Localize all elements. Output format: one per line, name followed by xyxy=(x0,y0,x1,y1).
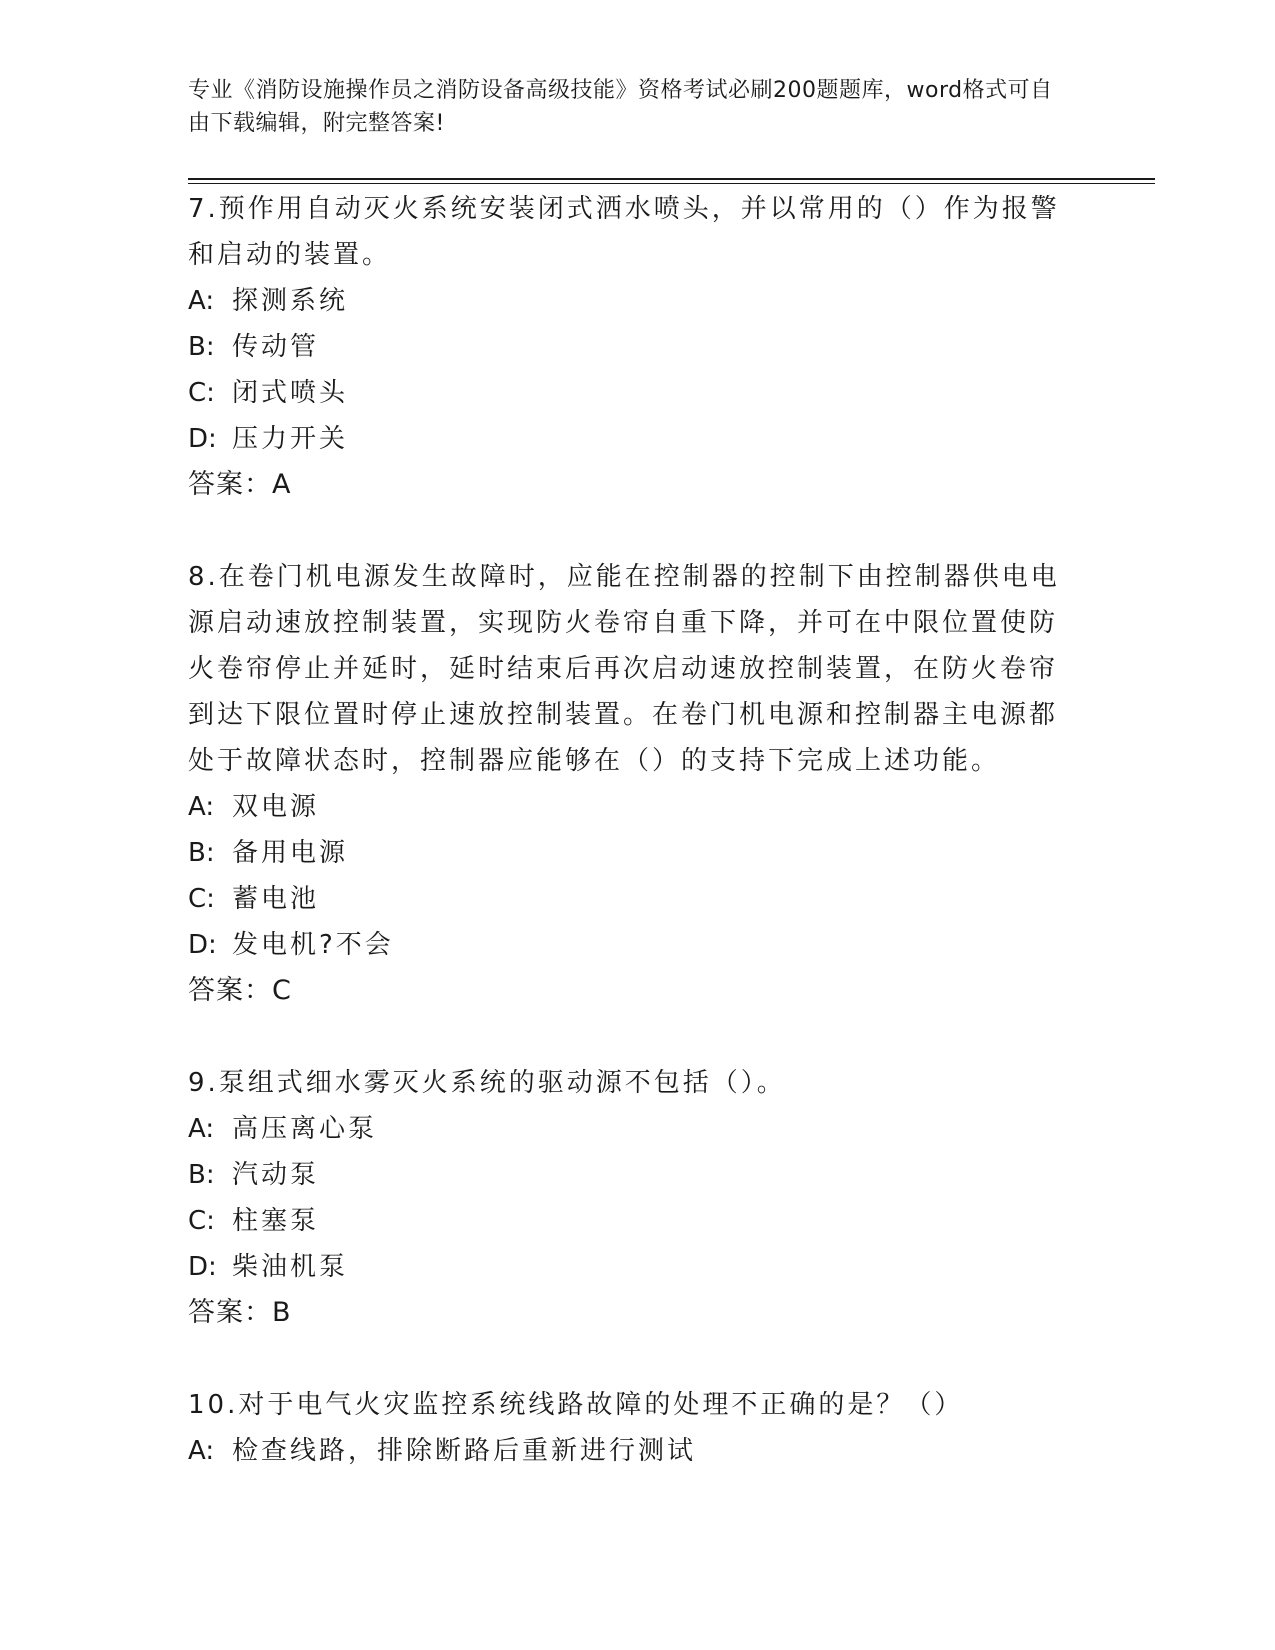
answer-label: 答案： xyxy=(188,469,272,500)
answer-value: C xyxy=(272,975,292,1006)
option-d xyxy=(188,922,1068,968)
option-letter: B: xyxy=(188,332,215,362)
option-d xyxy=(188,1244,1068,1290)
header-divider-thin xyxy=(188,183,1155,184)
option-a xyxy=(188,784,1068,830)
question-stem: 10.对于电气火灾监控系统线路故障的处理不正确的是？（） xyxy=(188,1390,964,1420)
option-text: 汽动泵 xyxy=(232,1160,320,1190)
option-letter: C: xyxy=(188,884,215,914)
option-b xyxy=(188,830,1068,876)
option-text: 备用电源 xyxy=(232,838,349,868)
question-stem: 7.预作用自动灭火系统安装闭式洒水喷头，并以常用的（）作为报警和启动的装置。 xyxy=(188,194,1060,270)
question-9 xyxy=(188,1060,1068,1336)
option-d xyxy=(188,416,1068,462)
option-letter: A: xyxy=(188,1436,215,1466)
option-letter: D: xyxy=(188,930,217,960)
option-letter: C: xyxy=(188,378,215,408)
option-c xyxy=(188,370,1068,416)
answer-value: A xyxy=(272,469,292,500)
header-divider-thick xyxy=(188,178,1155,180)
option-b xyxy=(188,1152,1068,1198)
option-text: 传动管 xyxy=(232,332,320,362)
question-stem: 9.泵组式细水雾灭火系统的驱动源不包括（）。 xyxy=(188,1068,786,1098)
option-text: 柱塞泵 xyxy=(232,1206,320,1236)
question-10 xyxy=(188,1382,1068,1474)
option-c xyxy=(188,1198,1068,1244)
option-text: 高压离心泵 xyxy=(232,1114,378,1144)
question-7 xyxy=(188,186,1068,508)
option-text: 柴油机泵 xyxy=(232,1252,349,1282)
option-a xyxy=(188,278,1068,324)
answer-label: 答案： xyxy=(188,975,272,1006)
option-text: 闭式喷头 xyxy=(232,378,349,408)
option-letter: B: xyxy=(188,838,215,868)
answer-value: B xyxy=(272,1297,292,1328)
option-text: 双电源 xyxy=(232,792,320,822)
option-letter: B: xyxy=(188,1160,215,1190)
option-text: 蓄电池 xyxy=(232,884,320,914)
answer-line xyxy=(188,1290,1068,1336)
option-letter: A: xyxy=(188,1114,215,1144)
question-stem: 8.在卷门机电源发生故障时，应能在控制器的控制下由控制器供电电源启动速放控制装置，实现防火卷帘自重下降，并可在中限位置使防火卷帘停止并延时，延时结束后再次启动速放控制装置，在防火卷帘到达下限位置时停止速放控制装置。在卷门机电源和控制器主电源都处于故障状态时，控制器应能够在（）的支持下完成上述功能。 xyxy=(188,562,1060,776)
question-list xyxy=(188,186,1068,1520)
option-c xyxy=(188,876,1068,922)
option-text: 检查线路，排除断路后重新进行测试 xyxy=(232,1436,697,1466)
answer-line xyxy=(188,968,1068,1014)
answer-line xyxy=(188,462,1068,508)
option-b xyxy=(188,324,1068,370)
option-letter: D: xyxy=(188,424,217,454)
question-8 xyxy=(188,554,1068,1014)
option-a xyxy=(188,1106,1068,1152)
option-text: 压力开关 xyxy=(232,424,349,454)
option-a xyxy=(188,1428,1068,1474)
option-text: 探测系统 xyxy=(232,286,349,316)
option-letter: A: xyxy=(188,792,215,822)
option-text: 发电机?不会 xyxy=(232,930,394,960)
option-letter: A: xyxy=(188,286,215,316)
answer-label: 答案： xyxy=(188,1297,272,1328)
option-letter: C: xyxy=(188,1206,215,1236)
document-header: 专业《消防设施操作员之消防设备高级技能》资格考试必刷200题题库，word格式可自由下载编辑，附完整答案! xyxy=(188,78,1053,136)
option-letter: D: xyxy=(188,1252,217,1282)
